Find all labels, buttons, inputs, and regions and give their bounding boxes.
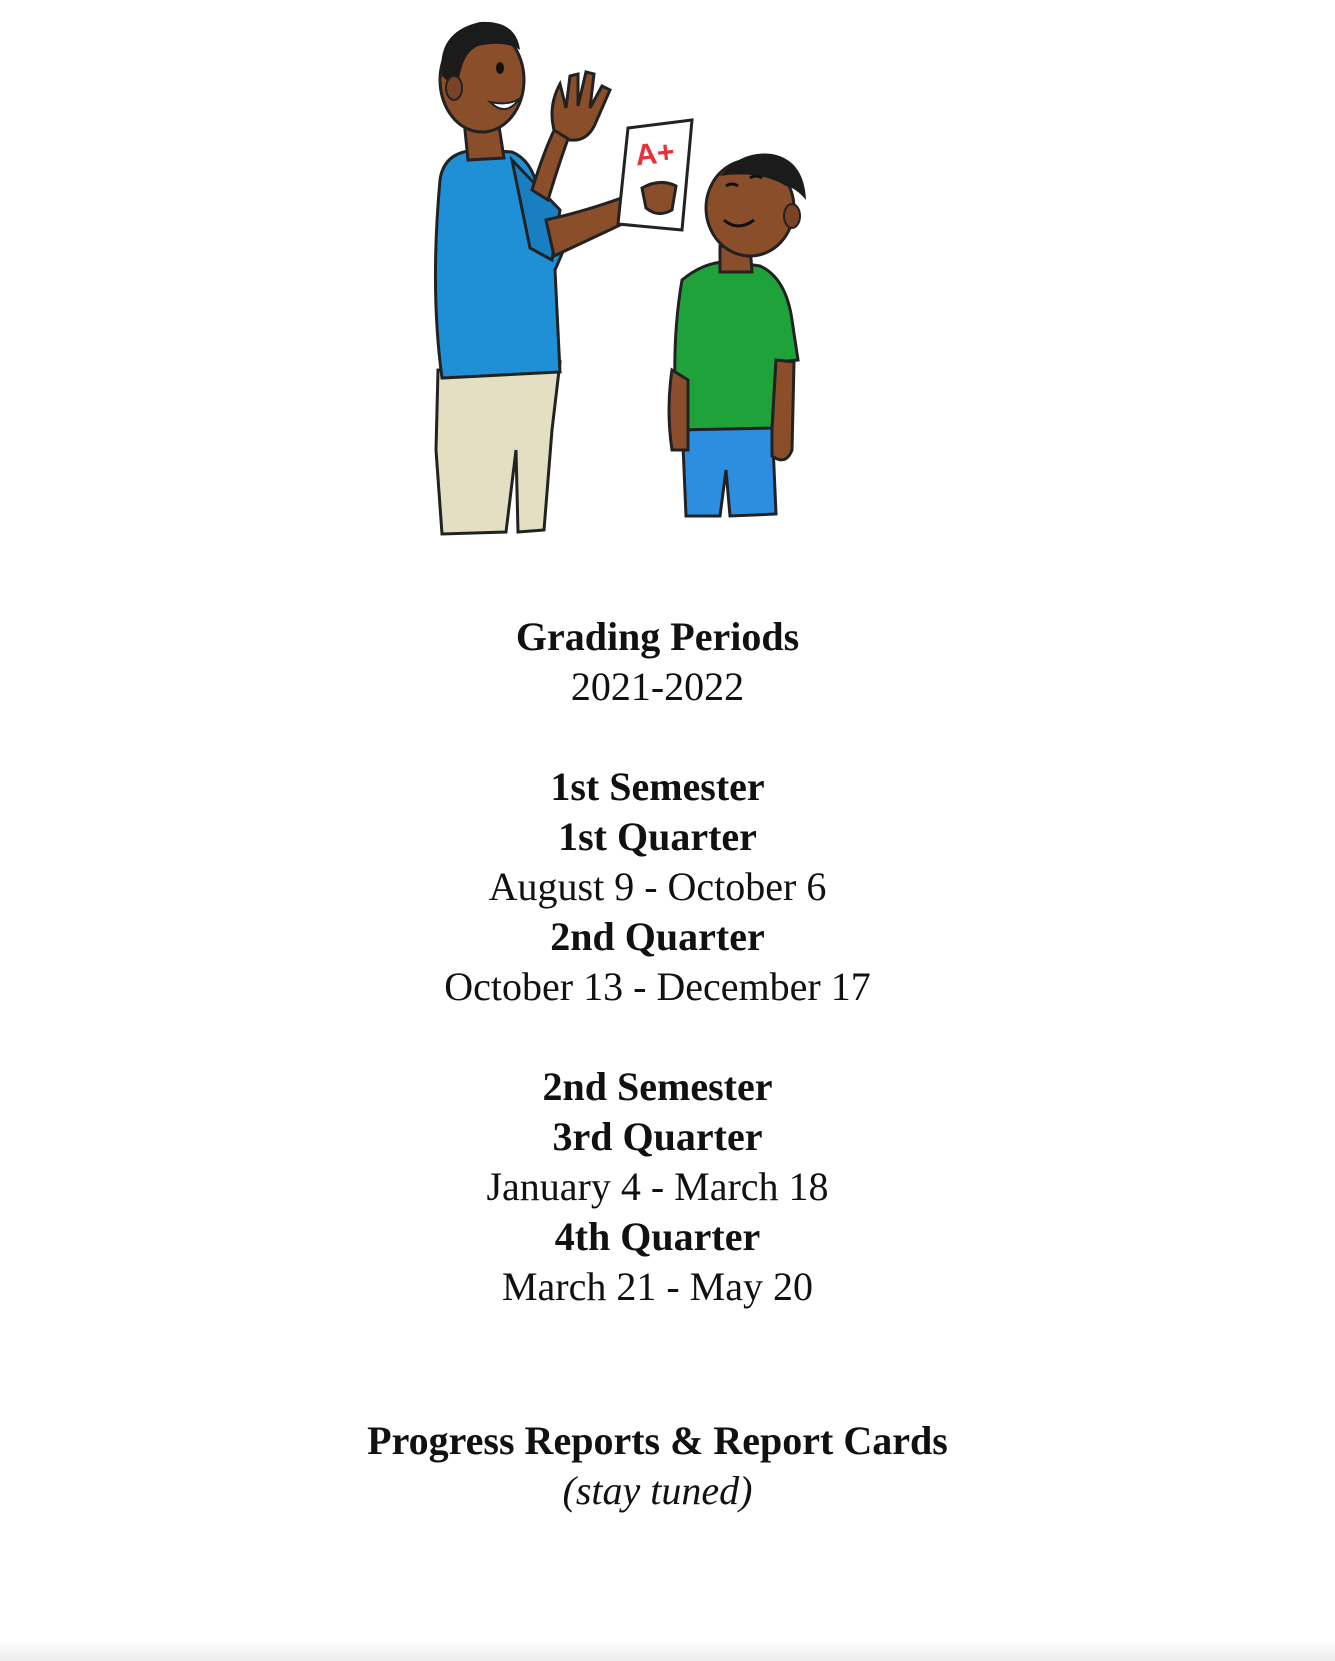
quarter-dates: January 4 - March 18 [486,1164,829,1209]
paper-grade-text: A+ [633,135,677,173]
child-shorts [682,422,776,516]
school-year: 2021-2022 [570,664,745,709]
quarter-heading: 2nd Quarter [550,914,765,959]
reports-note: (stay tuned) [562,1468,753,1513]
document-title: Grading Periods [515,614,800,659]
quarter-heading: 3rd Quarter [552,1114,763,1159]
quarter-dates: October 13 - December 17 [444,964,871,1009]
quarter-dates: August 9 - October 6 [488,864,827,909]
page-bottom-edge [0,1639,1335,1661]
semester-heading: 1st Semester [550,764,765,809]
reports-heading: Progress Reports & Report Cards [367,1418,948,1463]
quarter-dates: March 21 - May 20 [501,1264,814,1309]
adult-raised-hand [552,72,610,140]
grading-periods-document [0,612,1315,1516]
quarter-heading: 4th Quarter [554,1214,761,1259]
quarter-heading: 1st Quarter [558,814,757,859]
teacher-student-illustration [420,10,820,570]
adult-pants [436,362,560,534]
semester-heading: 2nd Semester [542,1064,773,1109]
